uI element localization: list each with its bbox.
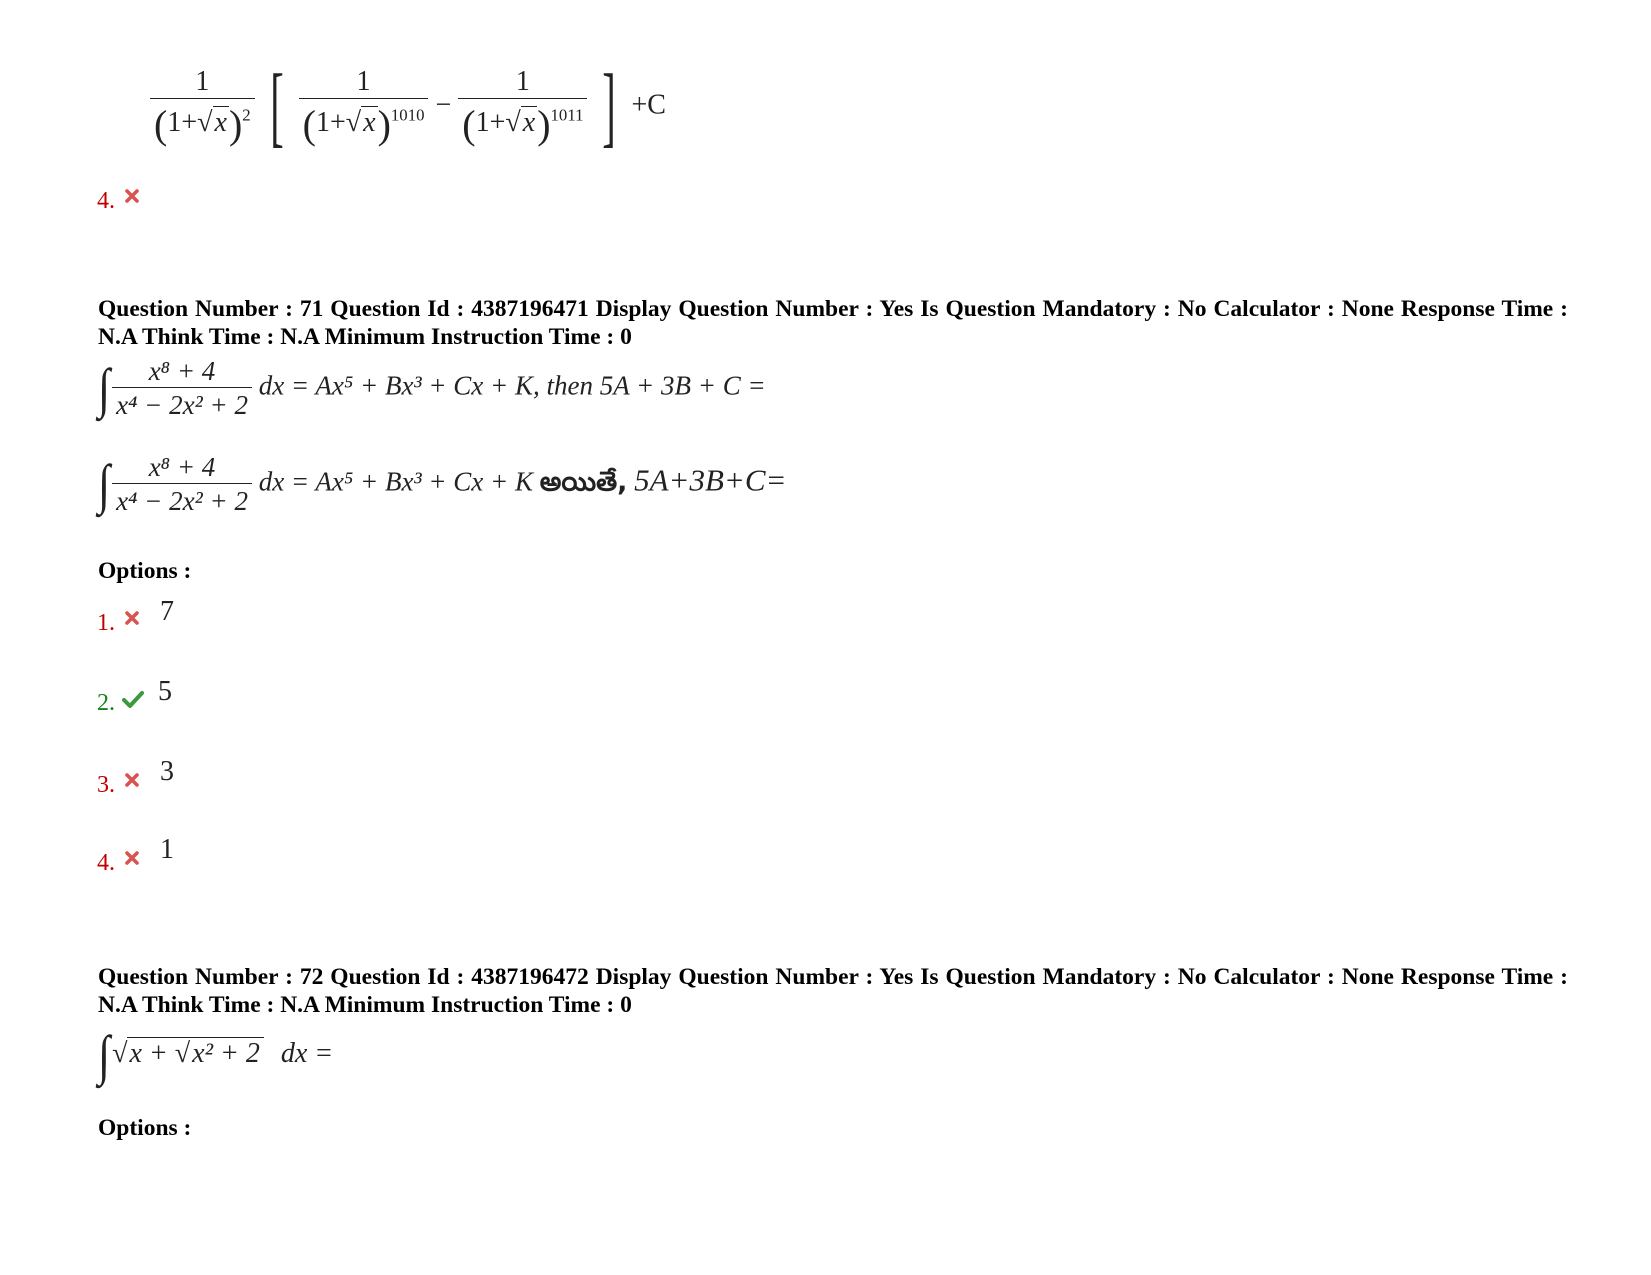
cross-icon	[124, 188, 140, 204]
option-2-number: 2.	[97, 690, 115, 716]
question-71-formula-te: ∫ $\frac{\text{x⁸ + 4}}{\text{x⁴ − 2x² + 2}}$ dx = Ax⁵ + Bx³ + Cx + K అయితే, 5A+3B+C=	[98, 452, 787, 516]
integral-sign: ∫	[98, 453, 111, 516]
fraction-2: $\frac{1}{(1+√x)^{1010}}$	[299, 66, 429, 148]
option-3-value: 3	[160, 756, 174, 787]
question-72-formula: ∫√x + √x² + 2 dx =	[98, 1024, 334, 1087]
left-bracket: [	[269, 57, 284, 156]
question-71-options-label: Options :	[98, 558, 192, 584]
prev-option-4-number: 4.	[97, 188, 115, 214]
option-1-number: 1.	[97, 610, 115, 636]
right-bracket: ]	[602, 57, 617, 156]
minus-sign: −	[435, 89, 452, 121]
integral-sign: ∫	[98, 357, 111, 420]
integrand-fraction: $\frac{\text{x⁸ + 4}}{\text{x⁴ − 2x² + 2}}$	[112, 452, 252, 517]
option-4-number: 4.	[97, 850, 115, 876]
option-2-value: 5	[158, 676, 172, 707]
check-icon	[122, 690, 144, 708]
fraction-1: $\frac{1}{(1+√x)^2}$	[150, 66, 255, 148]
question-72-meta: Question Number : 72 Question Id : 4387196472 Display Question Number : Yes Is Question Mandatory : No Calculator : None Response Time : N.A Think Time : N.A Minimum Instruction Time : 0	[98, 964, 1568, 1018]
cross-icon	[124, 850, 140, 866]
question-71-meta: Question Number : 71 Question Id : 4387196471 Display Question Number : Yes Is Question Mandatory : No Calculator : None Response Time : N.A Think Time : N.A Minimum Instruction Time : 0	[98, 296, 1568, 350]
option-4-value: 1	[160, 834, 174, 865]
option-1-value: 7	[160, 596, 174, 627]
integrand-fraction: $\frac{\text{x⁸ + 4}}{\text{x⁴ − 2x² + 2}}$	[112, 356, 252, 421]
integral-sign: ∫	[98, 1024, 111, 1087]
cross-icon	[124, 610, 140, 626]
question-71-formula-en: ∫ $\frac{\text{x⁸ + 4}}{\text{x⁴ − 2x² + 2}}$ dx = Ax⁵ + Bx³ + Cx + K, then 5A + 3B + C =	[98, 356, 766, 420]
cross-icon	[124, 772, 140, 788]
option-3-number: 3.	[97, 772, 115, 798]
fraction-3: $\frac{1}{(1+√x)^{1011}}$	[458, 66, 587, 148]
constant-term: +C	[631, 89, 666, 121]
question-72-options-label: Options :	[98, 1115, 192, 1141]
prev-option-4-formula	[150, 57, 666, 156]
